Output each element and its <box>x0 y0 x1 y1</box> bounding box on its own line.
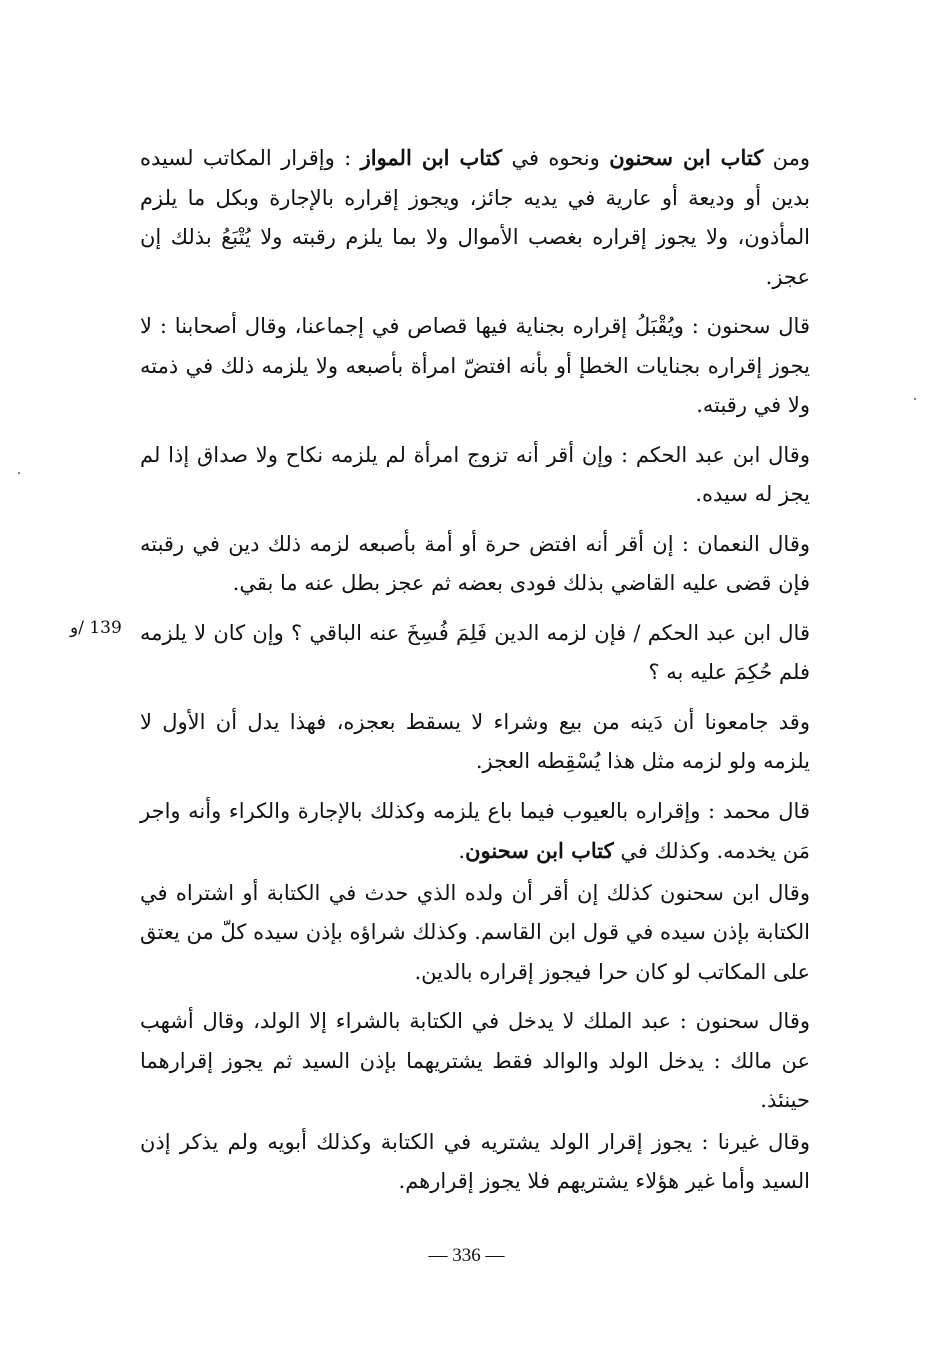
text-segment: وقال سحنون : عبد الملك لا يدخل في الكتابة بالشراء إلا الولد، وقال أشهب عن مالك : يدخل الولد والوالد فقط يشتريهما بإذن السيد ثم يجوز إقرارهما حينئذ. <box>140 1009 810 1112</box>
book-title-bold: كتاب ابن المواز <box>360 145 503 170</box>
paragraph-3 <box>140 436 810 515</box>
text-segment: قال سحنون : ويُقْبَلُ إقراره بجناية فيها قصاص في إجماعنا، وقال أصحابنا : لا يجوز إقراره بجنايات الخطإ أو بأنه افتضّ امرأة بأصبعه ولا يلزمه ذلك في ذمته ولا في رقبته. <box>140 314 810 417</box>
paragraph-10 <box>140 1123 810 1202</box>
paragraph-7 <box>140 792 810 872</box>
paragraph-1 <box>140 138 810 297</box>
paragraph-9 <box>140 1002 810 1121</box>
book-title-bold: كتاب ابن سحنون <box>609 145 764 170</box>
text-segment: وقال ابن سحنون كذلك إن أقر أن ولده الذي حدث في الكتابة أو اشتراه في الكتابة بإذن سيده في قول ابن القاسم. وكذلك شراؤه بإذن سيده كلّ من يعتق على المكاتب لو كان حرا فيجوز إقراره بالدين. <box>140 880 810 984</box>
scan-speck <box>18 472 20 474</box>
text-segment: ومن <box>763 146 810 170</box>
text-segment: قال محمد : وإقراره بالعيوب فيما باع يلزمه وكذلك بالإجارة والكراء وأنه واجر مَن يخدمه. وكذلك في <box>140 798 810 863</box>
main-text <box>140 138 810 1202</box>
text-segment: وقد جامعونا أن دَينه من بيع وشراء لا يسقط بعجزه، فهذا يدل أن الأول لا يلزمه ولو لزمه مثل هذا يُسْقِطه العجز. <box>140 709 810 773</box>
scan-speck <box>914 398 916 400</box>
folio-margin-note: 139 /و <box>70 618 122 638</box>
text-segment: ونحوه في <box>502 146 610 170</box>
text-segment: وقال النعمان : إن أقر أنه افتض حرة أو أمة بأصبعه لزمه ذلك دين في رقبته فإن قضى عليه القاضي بذلك فودى بعضه ثم عجز بطل عنه ما بقي. <box>140 531 810 595</box>
paragraph-8 <box>140 874 810 993</box>
paragraph-6 <box>140 703 810 782</box>
paragraph-5 <box>140 614 810 693</box>
book-title-bold: كتاب ابن سحنون <box>465 838 614 863</box>
page-number: — 336 — <box>428 1245 505 1266</box>
text-segment: وقال غيرنا : يجوز إقرار الولد يشتريه في الكتابة وكذلك أبويه ولم يذكر إذن السيد وأما غير هؤلاء يشتريهم فلا يجوز إقرارهم. <box>140 1129 810 1193</box>
text-segment: : وإقرار المكاتب لسيده بدين أو وديعة أو عارية في يديه جائز، ويجوز إقراره بالإجارة وبكل ما يلزم المأذون، ولا يجوز إقراره بغصب الأموال ولا بما يلزم رقبته ولا يُتْبَعُ بذلك إن عجز. <box>140 146 810 289</box>
text-segment: وقال ابن عبد الحكم : وإن أقر أنه تزوج امرأة لم يلزمه نكاح ولا صداق إذا لم يجز له سيده. <box>140 442 810 506</box>
paragraph-4 <box>140 525 810 604</box>
text-segment: قال ابن عبد الحكم / فإن لزمه الدين فَلِمَ فُسِخَ عنه الباقي ؟ وإن كان لا يلزمه فلم حُكِمَ عليه به ؟ <box>140 620 810 684</box>
text-segment: . <box>458 839 466 863</box>
paragraph-2 <box>140 307 810 426</box>
